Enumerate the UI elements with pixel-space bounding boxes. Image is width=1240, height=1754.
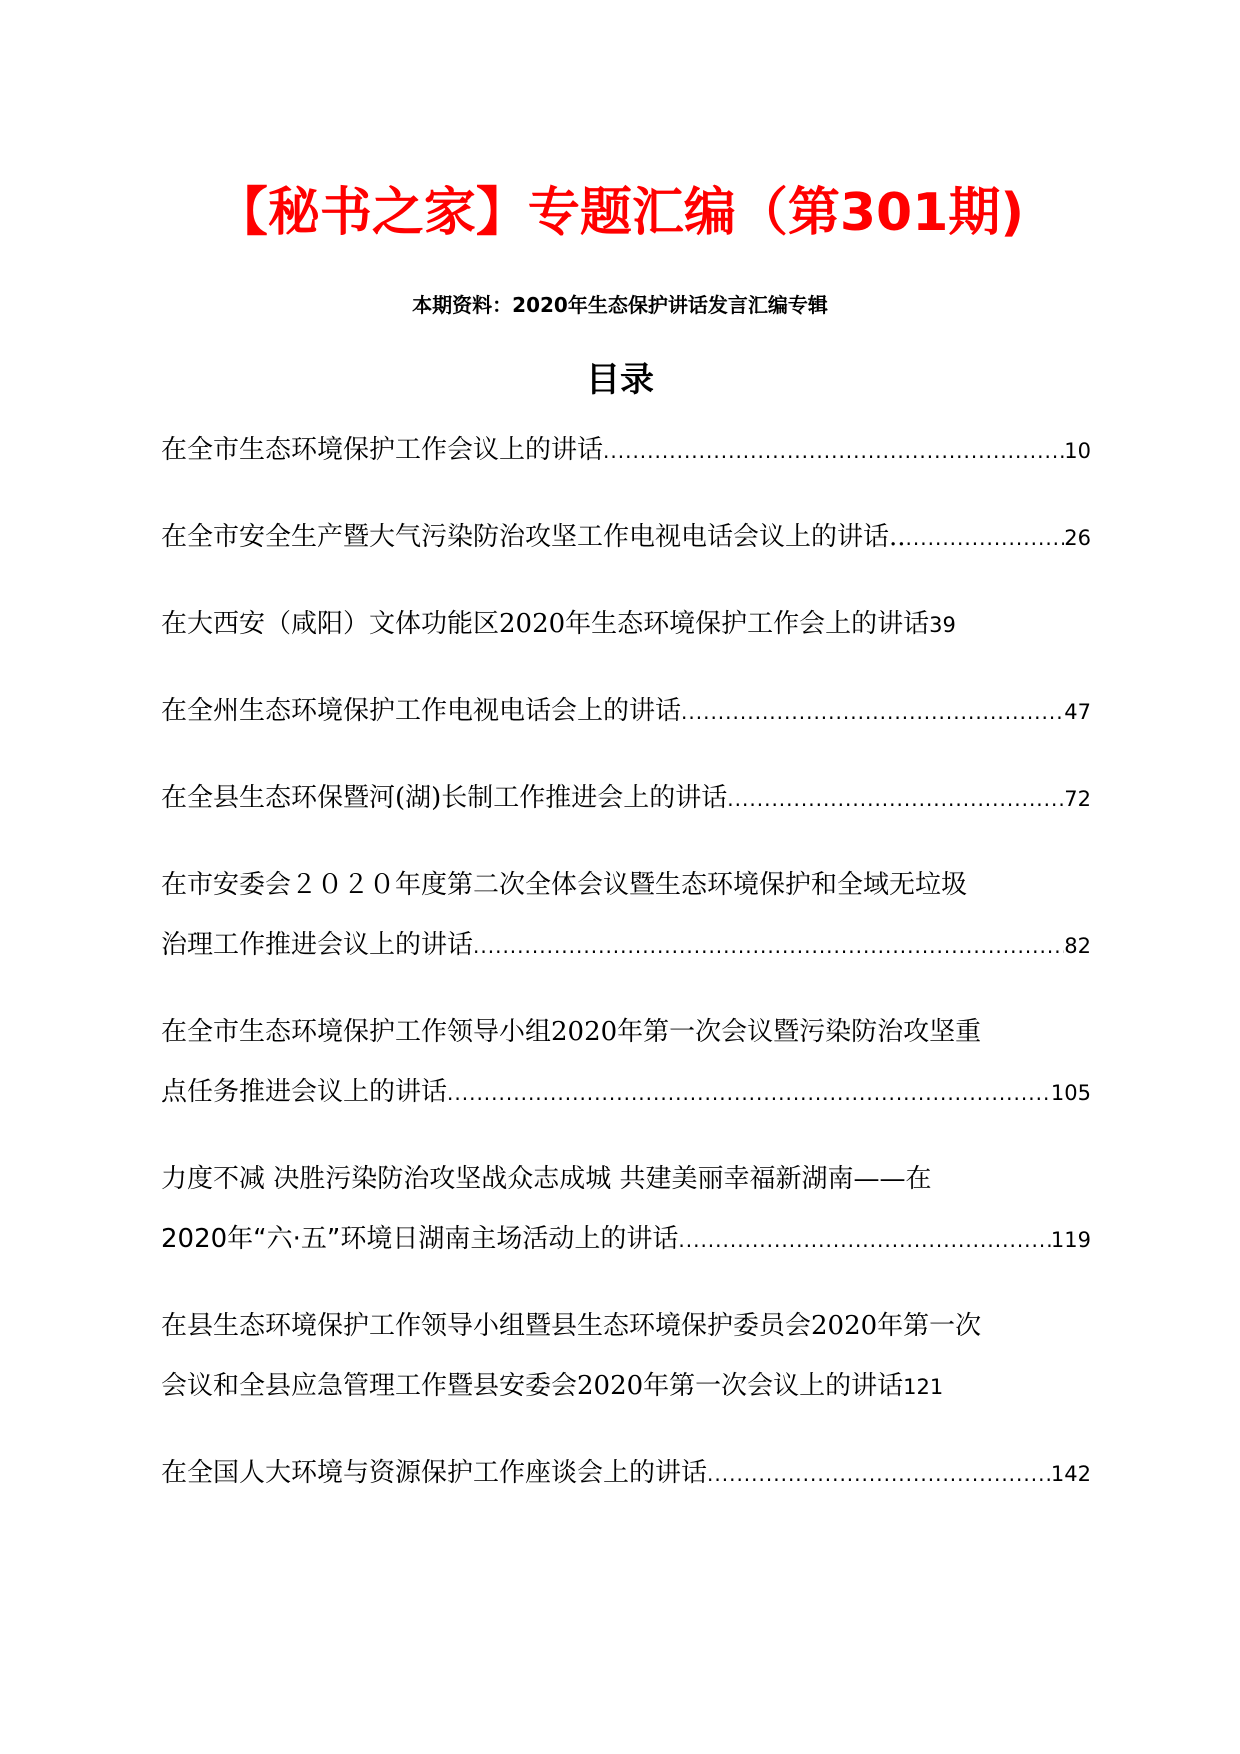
toc-entry[interactable] (161, 594, 1091, 654)
toc-entry[interactable] (161, 1149, 1091, 1269)
toc-entry-page: 72 (1064, 787, 1091, 811)
toc-entry[interactable] (161, 420, 1091, 480)
toc-entry[interactable] (161, 1443, 1091, 1503)
toc-entry-page: 82 (1064, 934, 1091, 958)
toc-entry-title: 在全市生态环境保护工作会议上的讲话 (161, 435, 604, 465)
toc-entry-title: 在全州生态环境保护工作电视电话会上的讲话 (161, 696, 682, 726)
toc-entry[interactable] (161, 507, 1091, 567)
toc-entry-page: 119 (1050, 1228, 1091, 1252)
document-subtitle: 本期资料：2020年生态保护讲话发言汇编专辑 (412, 293, 828, 317)
dot-leader (447, 1063, 1051, 1122)
toc-entry-page: 105 (1050, 1081, 1091, 1105)
toc-entry[interactable] (161, 1296, 1091, 1416)
toc-entry-page: 47 (1064, 700, 1091, 724)
toc-entry-title-line1: 在市安委会２０２０年度第二次全体会议暨生态环境保护和全域无垃圾 (161, 870, 968, 900)
toc-entry-title: 在全市安全生产暨大气污染防治攻坚工作电视电话会议上的讲话.. (161, 522, 906, 552)
toc-entry-title: 在全县生态环保暨河(湖)长制工作推进会上的讲话 (161, 783, 728, 813)
toc-entry-title-line1: 在全市生态环境保护工作领导小组2020年第一次会议暨污染防治攻坚重 (161, 1017, 982, 1047)
toc-entry-title-line1: 在县生态环境保护工作领导小组暨县生态环境保护委员会2020年第一次 (161, 1311, 982, 1341)
toc-entry-title: 在全国人大环境与资源保护工作座谈会上的讲话 (161, 1458, 708, 1488)
table-of-contents (161, 420, 1091, 1530)
dot-leader (727, 769, 1064, 828)
dot-leader (603, 421, 1064, 480)
dot-leader (678, 1210, 1051, 1269)
toc-entry-title-line2: 治理工作推进会议上的讲话 (161, 930, 474, 960)
toc-entry-page: 26 (1064, 526, 1091, 550)
dot-leader (707, 1444, 1051, 1503)
toc-entry[interactable] (161, 681, 1091, 741)
toc-entry-page: 39 (929, 613, 956, 637)
document-title: 【秘书之家】专题汇编（第301期) (215, 183, 1025, 243)
toc-entry-title-line2: 会议和全县应急管理工作暨县安委会2020年第一次会议上的讲话 (161, 1371, 904, 1401)
toc-entry-page: 10 (1064, 439, 1091, 463)
toc-entry-page: 142 (1050, 1462, 1091, 1486)
dot-leader (681, 682, 1064, 741)
toc-entry-title-line2: 点任务推进会议上的讲话 (161, 1077, 448, 1107)
toc-entry-title: 在大西安（咸阳）文体功能区2020年生态环境保护工作会上的讲话 (161, 609, 930, 639)
dot-leader (906, 508, 1065, 567)
toc-heading: 目录 (586, 360, 654, 400)
toc-entry[interactable] (161, 1002, 1091, 1122)
toc-entry-title-line1: 力度不减 决胜污染防治攻坚战众志成城 共建美丽幸福新湖南——在 (161, 1164, 932, 1194)
toc-entry[interactable] (161, 768, 1091, 828)
toc-entry-title-line2: 2020年“六·五”环境日湖南主场活动上的讲话 (161, 1224, 679, 1254)
toc-entry-page: 121 (903, 1375, 944, 1399)
toc-entry[interactable] (161, 855, 1091, 975)
dot-leader (473, 916, 1064, 975)
